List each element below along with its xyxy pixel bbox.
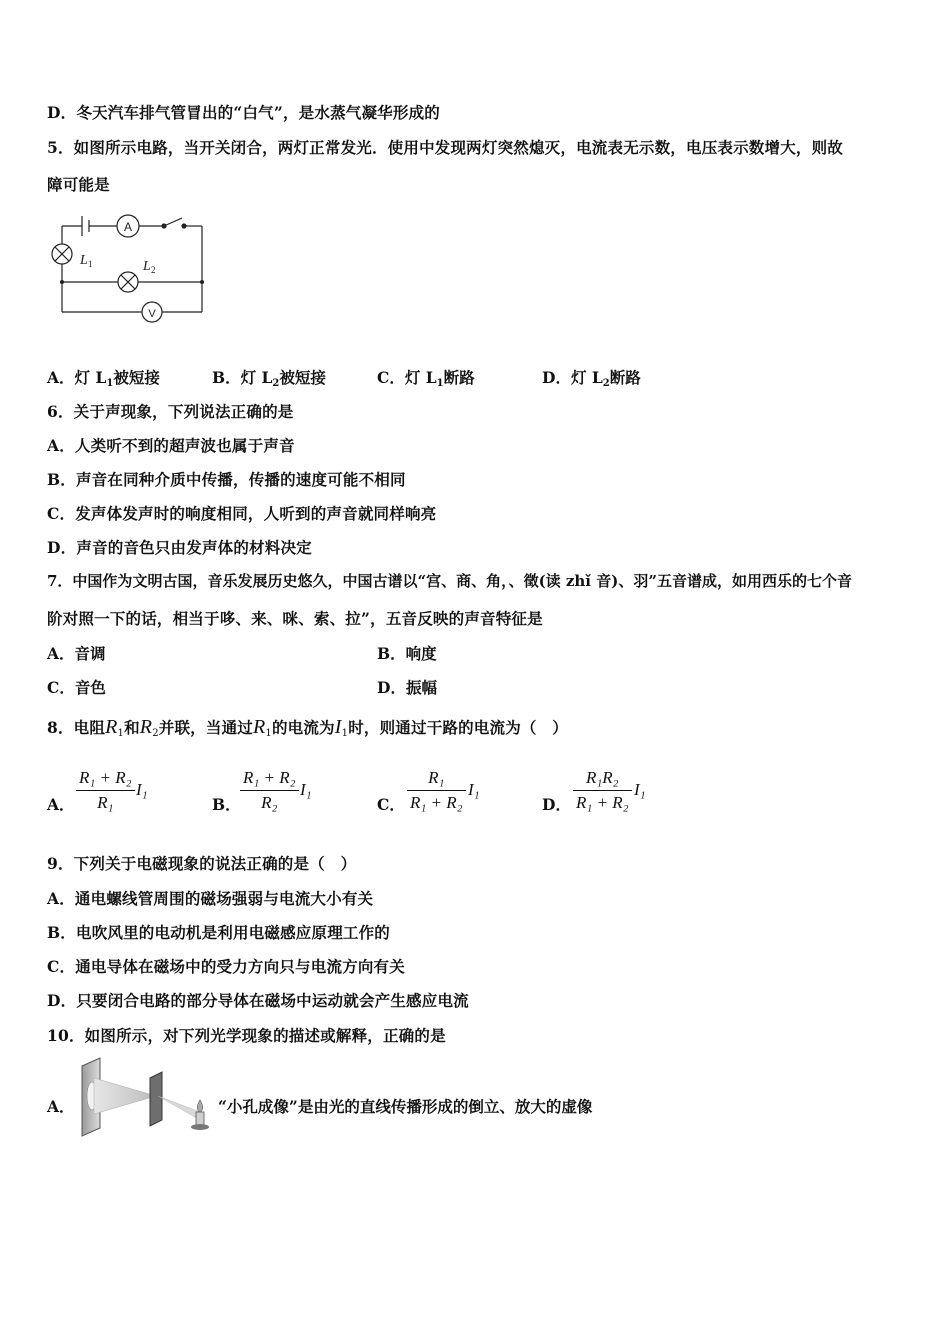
q5-option-d-prefix: D．灯 bbox=[542, 368, 592, 387]
fraction-bar bbox=[76, 790, 135, 791]
q5-option-a-prefix: A．灯 bbox=[47, 368, 96, 387]
q8-option-c-fraction bbox=[407, 768, 466, 813]
q5-option-a bbox=[47, 366, 160, 389]
q8-stem-part1: 8．电阻 bbox=[47, 718, 106, 737]
q10-option-a-label: A． bbox=[47, 1097, 75, 1116]
fraction-bar bbox=[573, 790, 632, 791]
q8-option-b-current: I₁ bbox=[300, 780, 312, 799]
q9-option-d: D．只要闭合电路的部分导体在磁场中运动就会产生感应电流 bbox=[47, 991, 469, 1010]
q8-option-c-denominator: R₁ + R₂ bbox=[410, 793, 463, 812]
pinhole-camera-illustration bbox=[78, 1056, 218, 1142]
q5-option-d-suffix: 断路 bbox=[609, 368, 641, 387]
q5-option-a-suffix: 被短接 bbox=[113, 368, 160, 387]
q5-option-c-suffix: 断路 bbox=[443, 368, 475, 387]
q8-option-c-label: C． bbox=[377, 795, 405, 814]
q5-stem-line2: 障可能是 bbox=[47, 175, 110, 194]
q8-option-b-numerator: R₁ + R₂ bbox=[243, 768, 296, 787]
q7-option-b: B．响度 bbox=[377, 644, 437, 663]
q8-option-b-label: B． bbox=[212, 795, 241, 814]
q8-r2: R bbox=[139, 716, 153, 738]
q8-option-a-numerator: R₁ + R₂ bbox=[79, 768, 132, 787]
q8-i1: I bbox=[334, 716, 342, 738]
q5-option-b-suffix: 被短接 bbox=[279, 368, 326, 387]
q6-stem: 6．关于声现象，下列说法正确的是 bbox=[47, 402, 294, 421]
q6-option-d: D．声音的音色只由发声体的材料决定 bbox=[47, 538, 312, 557]
q8-option-a-label: A． bbox=[47, 795, 75, 814]
q6-option-c: C．发声体发声时的响度相同，人听到的声音就同样响亮 bbox=[47, 504, 437, 523]
q9-stem: 9．下列关于电磁现象的说法正确的是（ ） bbox=[47, 854, 357, 873]
q8-r1: R bbox=[105, 716, 118, 738]
q7-option-a: A．音调 bbox=[47, 644, 106, 663]
q8-option-c-numerator: R₁ bbox=[428, 768, 445, 787]
q6-option-b: B．声音在同种介质中传播，传播的速度可能不相同 bbox=[47, 470, 406, 489]
q8-stem bbox=[47, 716, 568, 739]
q5-option-c-prefix: C．灯 bbox=[377, 368, 426, 387]
lamp-l2-sub: 2 bbox=[151, 265, 156, 275]
q8-r1-sub: 1 bbox=[117, 728, 125, 739]
q8-option-b-fraction bbox=[240, 768, 299, 813]
q5-option-b bbox=[212, 366, 326, 389]
q9-option-c: C．通电导体在磁场中的受力方向只与电流方向有关 bbox=[47, 957, 405, 976]
q8-stem-part2: 和 bbox=[124, 718, 140, 737]
q8-option-d-current: I₁ bbox=[634, 780, 646, 799]
q5-option-c-lamp: L bbox=[425, 368, 437, 387]
q8-r3-sub: 1 bbox=[265, 728, 272, 739]
q8-option-b-denominator: R₂ bbox=[261, 793, 278, 812]
switch-blade bbox=[164, 218, 182, 226]
q8-option-d-denominator: R₁ + R₂ bbox=[576, 793, 629, 812]
q7-option-c: C．音色 bbox=[47, 678, 106, 697]
q8-option-c-current: I₁ bbox=[468, 780, 480, 799]
q10-stem: 10．如图所示，对下列光学现象的描述或解释，正确的是 bbox=[47, 1026, 446, 1045]
lamp-l1-sub: 1 bbox=[88, 259, 93, 269]
q9-option-b: B．电吹风里的电动机是利用电磁感应原理工作的 bbox=[47, 923, 391, 942]
q5-option-b-prefix: B．灯 bbox=[212, 368, 262, 387]
q5-option-a-lamp: L bbox=[95, 368, 107, 387]
voltmeter-label: V bbox=[148, 308, 156, 320]
lamp-l1-label: L bbox=[80, 253, 88, 268]
q5-option-c bbox=[377, 366, 475, 389]
q6-option-a: A．人类听不到的超声波也属于声音 bbox=[47, 436, 295, 455]
q10-option-a-text: “小孔成像”是由光的直线传播形成的倒立、放大的虚像 bbox=[218, 1097, 593, 1116]
q8-option-a-denominator: R₁ bbox=[97, 793, 114, 812]
q8-option-a-current: I₁ bbox=[136, 780, 148, 799]
ammeter-label: A bbox=[123, 220, 133, 234]
fraction-bar bbox=[407, 790, 466, 791]
q8-option-d-label: D． bbox=[542, 795, 571, 814]
q7-stem-line1: 7．中国作为文明古国，音乐发展历史悠久，中国古谱以“宫、商、角，、徵(读 zhǐ 音)、羽”五音谱成，如用西乐的七个音 bbox=[47, 572, 852, 590]
q7-stem-line2: 阶对照一下的话，相当于哆、来、咪、索、拉”，五音反映的声音特征是 bbox=[47, 609, 543, 628]
q5-option-d-sub: 2 bbox=[602, 378, 610, 389]
q8-stem-part5: 时，则通过干路的电流为（ ） bbox=[348, 718, 569, 737]
q5-stem-line1: 5．如图所示电路，当开关闭合，两灯正常发光．使用中发现两灯突然熄灭，电流表无示数，电压表示数增大，则故 bbox=[47, 138, 843, 157]
q8-stem-part4: 的电流为 bbox=[271, 718, 335, 737]
q9-option-a: A．通电螺线管周围的磁场强弱与电流大小有关 bbox=[47, 889, 374, 908]
q7-option-d: D．振幅 bbox=[377, 678, 437, 697]
q8-option-d-numerator: R₁R₂ bbox=[585, 768, 619, 787]
q5-option-b-lamp: L bbox=[261, 368, 273, 387]
q8-stem-part3: 并联，当通过 bbox=[158, 718, 253, 737]
fraction-bar bbox=[240, 790, 299, 791]
q5-option-c-sub: 1 bbox=[436, 378, 444, 389]
q5-option-d bbox=[542, 366, 641, 389]
lamp-l2-label: L bbox=[143, 259, 151, 274]
q8-r2-sub: 2 bbox=[152, 728, 159, 739]
q8-r3: R bbox=[252, 716, 266, 738]
q5-circuit-diagram bbox=[44, 208, 214, 332]
q5-option-a-sub: 1 bbox=[106, 378, 114, 389]
q8-option-a-fraction bbox=[76, 768, 135, 813]
q5-option-b-sub: 2 bbox=[272, 378, 280, 389]
q8-option-d-fraction bbox=[573, 768, 632, 813]
q5-option-d-lamp: L bbox=[591, 368, 603, 387]
q4-option-d: D．冬天汽车排气管冒出的“白气”，是水蒸气凝华形成的 bbox=[47, 103, 440, 122]
q8-i1-sub: 1 bbox=[341, 728, 349, 739]
